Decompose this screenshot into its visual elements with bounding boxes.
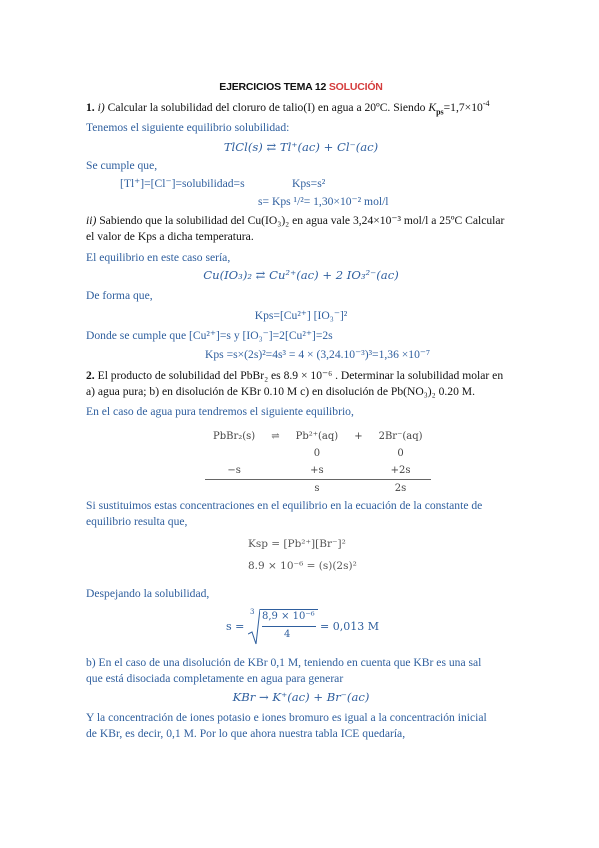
ice-table xyxy=(205,428,431,497)
title-accent: SOLUCIÓN xyxy=(328,81,383,93)
equation-cuio3: Cu(IO₃)₂ ⇄ Cu²⁺(ac) + 2 IO₃²⁻(ac) xyxy=(203,268,399,282)
ksp-substitution: 8.9 × 10⁻⁶ = (s)(2s)² xyxy=(248,560,357,572)
answer-2b-line: que está disociada completamente en agua para generar xyxy=(86,672,344,685)
answer-1-ii-result: Kps =s×(2s)²=4s³ = 4 × (3,24.10⁻³)³=1,36 ×10⁻⁷ xyxy=(205,348,431,361)
answer-2-line: Si sustituimos estas concentraciones en el equilibrio en la ecuación de la constante de xyxy=(86,499,483,512)
ice-row: −s +s +2s xyxy=(227,465,411,476)
answer-2b-line: b) En el caso de una disolución de KBr 0,1 M, teniendo en cuenta que KBr es una sal xyxy=(86,656,482,669)
question-2: 2. El producto de solubilidad del PbBr₂ es 8.9 × 10⁻⁶ . Determinar la solubilidad molar en xyxy=(86,369,504,382)
ice-row: 0 0 xyxy=(313,448,404,459)
answer-2-line: equilibrio resulta que, xyxy=(86,515,188,528)
radical-bar xyxy=(260,609,318,610)
question-1-ii-line2: el valor de Kps a dicha temperatura. xyxy=(86,230,254,243)
answer-2-line: En el caso de agua pura tendremos el siguiente equilibrio, xyxy=(86,405,354,418)
answer-1-line: Tenemos el siguiente equilibrio solubilidad: xyxy=(86,121,290,134)
cube-root-formula: s = 3 8,9 × 10⁻⁶ 4 = 0,013 M xyxy=(226,608,386,646)
answer-1-ii-relation: Donde se cumple que [Cu²⁺]=s y [IO₃⁻]=2[Cu²⁺]=2s xyxy=(86,329,333,342)
answer-1-ii-line: El equilibrio en este caso sería, xyxy=(86,251,231,264)
question-1-ii: ii) Sabiendo que la solubilidad del Cu(IO₃)₂ en agua vale 3,24×10⁻³ mol/l a 25ºC Calcular xyxy=(86,214,505,227)
equation-tlcl: TlCl(s) ⇄ Tl⁺(ac) + Cl⁻(ac) xyxy=(223,140,379,154)
fraction-bar xyxy=(262,626,316,627)
equation-kbr: KBr → K⁺(ac) + Br⁻(ac) xyxy=(232,690,370,704)
page-title: EJERCICIOS TEMA 12 SOLUCIÓN xyxy=(219,81,383,93)
answer-1-concentrations: [Tl⁺]=[Cl⁻]=solubilidad=s xyxy=(120,177,245,190)
answer-1-ii-kps: Kps=[Cu²⁺] [IO₃⁻]² xyxy=(254,309,348,322)
question-2-line2: a) agua pura; b) en disolución de KBr 0.10 M c) en disolución de Pb(NO₃)₂ 0.20 M. xyxy=(86,385,475,398)
question-1-i: 1. i) Calcular la solubilidad del cloruro de talio(I) en agua a 20ºC. Siendo $K_{ps}=1,7\times 10^{-4}$ xyxy=(86,99,490,117)
ksp-expression: Ksp = [Pb²⁺][Br⁻]² xyxy=(248,538,346,550)
answer-2b-line: de KBr, es decir, 0,1 M. Por lo que ahora nuestra tabla ICE quedaría, xyxy=(86,727,406,740)
answer-1-kps: Kps=s² xyxy=(292,177,326,190)
answer-1-ii-line: De forma que, xyxy=(86,289,153,302)
answer-1-solubility: s= Kps ¹/²= 1,30×10⁻² mol/l xyxy=(258,195,389,208)
answer-2-line: Despejando la solubilidad, xyxy=(86,587,210,600)
radical-sign-icon xyxy=(248,608,260,646)
ice-row: PbBr₂(s) ⇌ Pb²⁺(aq) + 2Br⁻(aq) xyxy=(213,431,423,442)
answer-1-line: Se cumple que, xyxy=(86,159,158,172)
answer-2b-line: Y la concentración de iones potasio e iones bromuro es igual a la concentración inicial xyxy=(86,711,487,724)
ice-row: s 2s xyxy=(205,480,431,498)
